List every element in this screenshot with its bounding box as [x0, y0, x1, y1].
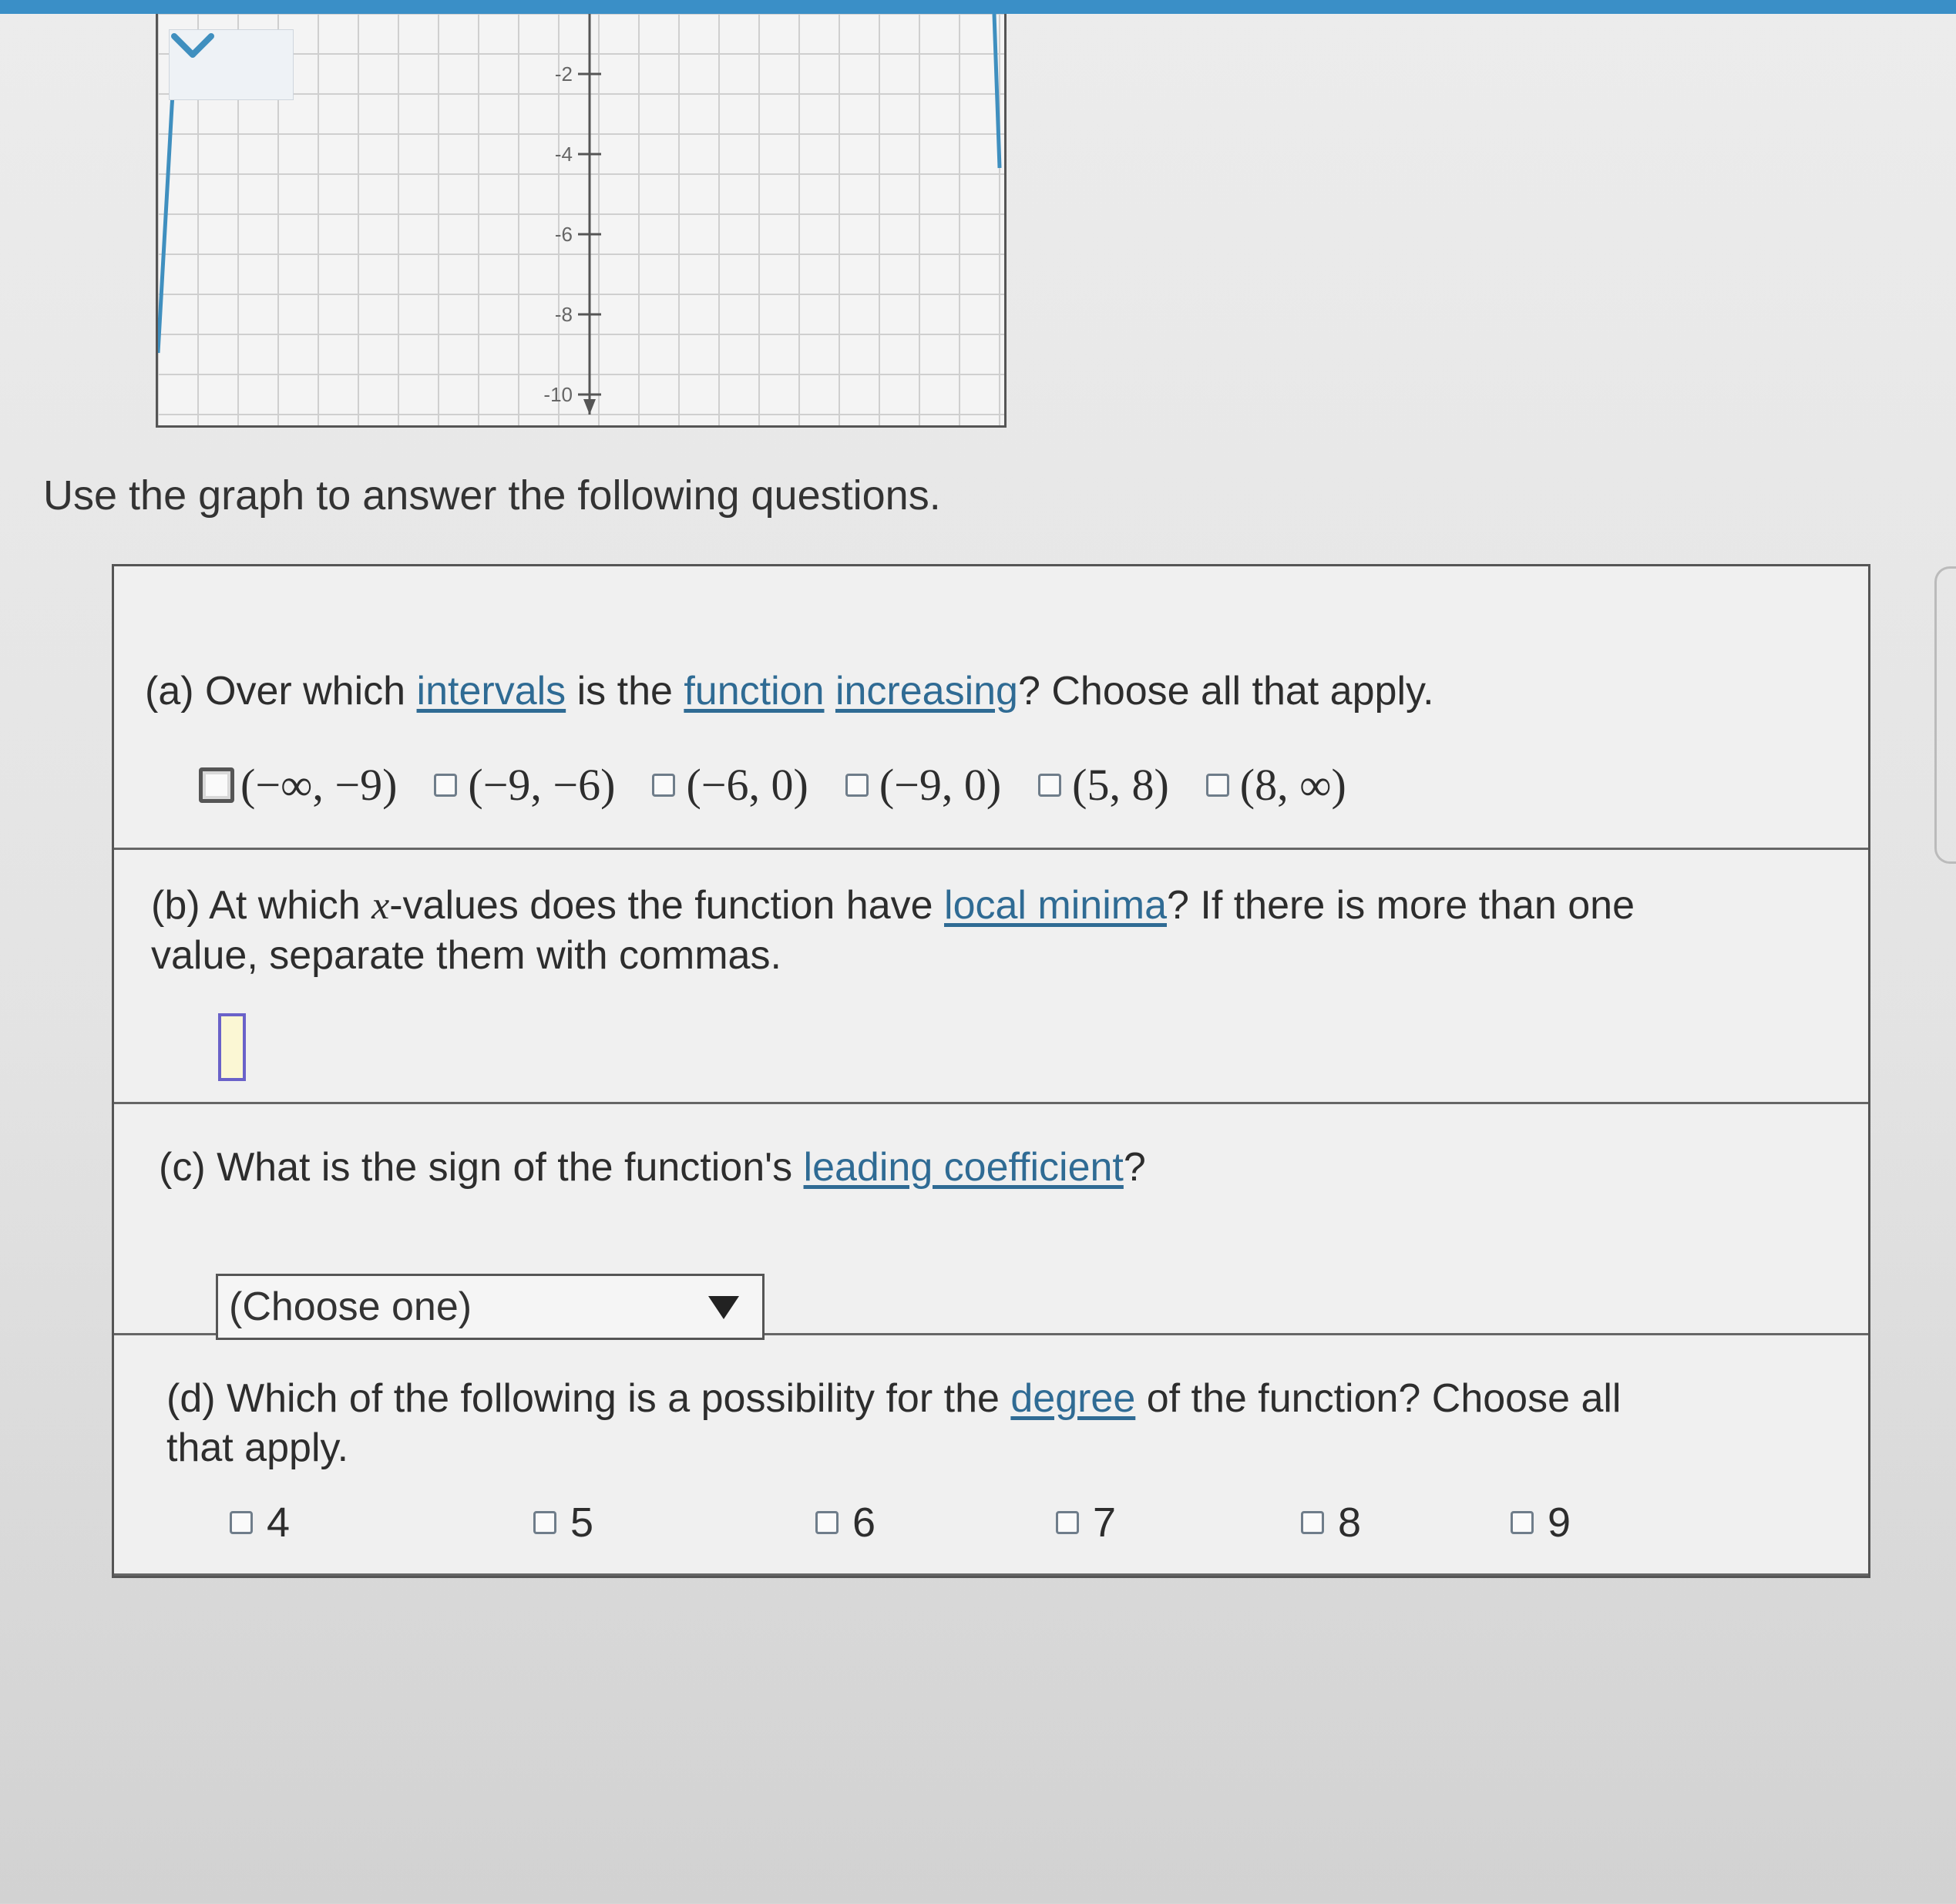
checkbox[interactable] — [1056, 1511, 1079, 1534]
checkbox[interactable] — [815, 1511, 839, 1534]
term-function-link[interactable]: function — [684, 669, 825, 714]
interval-option-1[interactable]: (−∞, −9) — [199, 759, 397, 811]
y-axis-arrow — [583, 399, 596, 415]
checkbox[interactable] — [652, 774, 675, 797]
dropdown-arrow-icon — [708, 1296, 739, 1319]
top-bar — [0, 0, 1956, 14]
degree-option-9[interactable]: 9 — [1511, 1499, 1571, 1546]
function-graph — [156, 14, 1007, 428]
interval-options — [199, 759, 1383, 811]
interval-option-2[interactable]: (−9, −6) — [434, 759, 615, 811]
instruction-text: Use the graph to answer the following questions. — [43, 472, 941, 519]
interval-option-3[interactable]: (−6, 0) — [652, 759, 808, 811]
degree-option-7[interactable]: 7 — [1056, 1499, 1116, 1546]
term-degree-link[interactable]: degree — [1010, 1376, 1136, 1421]
question-d — [114, 1335, 1868, 1576]
y-tick-label: -2 — [554, 62, 573, 86]
term-increasing-link[interactable]: increasing — [835, 669, 1018, 714]
checkbox[interactable] — [434, 774, 457, 797]
interval-option-5[interactable]: (5, 8) — [1038, 759, 1169, 811]
question-b-text: (b) At which x-values does the function have local minima? If there is more than one value, separate them with commas. — [151, 883, 1635, 978]
question-b — [114, 850, 1868, 1104]
checkbox[interactable] — [230, 1511, 253, 1534]
chevron-down-icon — [170, 30, 216, 61]
term-leading-coefficient-link[interactable]: leading coefficient — [803, 1145, 1124, 1190]
question-a — [114, 566, 1868, 850]
curve-left-branch — [158, 60, 175, 353]
term-local-minima-link[interactable]: local minima — [944, 883, 1167, 928]
y-tick-label: -10 — [543, 383, 573, 406]
interval-option-6[interactable]: (8, ∞) — [1206, 759, 1346, 811]
term-intervals-link[interactable]: intervals — [416, 669, 566, 714]
questions-panel — [112, 564, 1870, 1578]
question-c-text: (c) What is the sign of the function's leading coefficient? — [159, 1145, 1146, 1190]
checkbox[interactable] — [1038, 774, 1061, 797]
y-tick-label: -4 — [554, 143, 573, 166]
local-minima-input[interactable] — [218, 1013, 246, 1081]
checkbox[interactable] — [1511, 1511, 1534, 1534]
side-panel-edge — [1934, 566, 1956, 864]
checkbox[interactable] — [845, 774, 869, 797]
degree-option-4[interactable]: 4 — [230, 1499, 290, 1546]
degree-option-6[interactable]: 6 — [815, 1499, 875, 1546]
checkbox[interactable] — [1206, 774, 1229, 797]
question-a-text: (a) Over which intervals is the function increasing? Choose all that apply. — [145, 669, 1434, 714]
checkbox[interactable] — [533, 1511, 556, 1534]
y-tick-label: -8 — [554, 303, 573, 326]
leading-coefficient-select[interactable] — [216, 1274, 765, 1340]
select-value: (Choose one) — [229, 1284, 472, 1329]
question-d-text: (d) Which of the following is a possibility for the degree of the function? Choose all that apply. — [166, 1376, 1622, 1470]
checkbox[interactable] — [199, 767, 234, 803]
degree-option-8[interactable]: 8 — [1301, 1499, 1361, 1546]
curve-right-branch — [994, 14, 1000, 168]
interval-option-4[interactable]: (−9, 0) — [845, 759, 1001, 811]
collapse-graph-button[interactable] — [169, 29, 294, 100]
degree-option-5[interactable]: 5 — [533, 1499, 593, 1546]
y-tick-label: -6 — [554, 223, 573, 246]
checkbox[interactable] — [1301, 1511, 1324, 1534]
